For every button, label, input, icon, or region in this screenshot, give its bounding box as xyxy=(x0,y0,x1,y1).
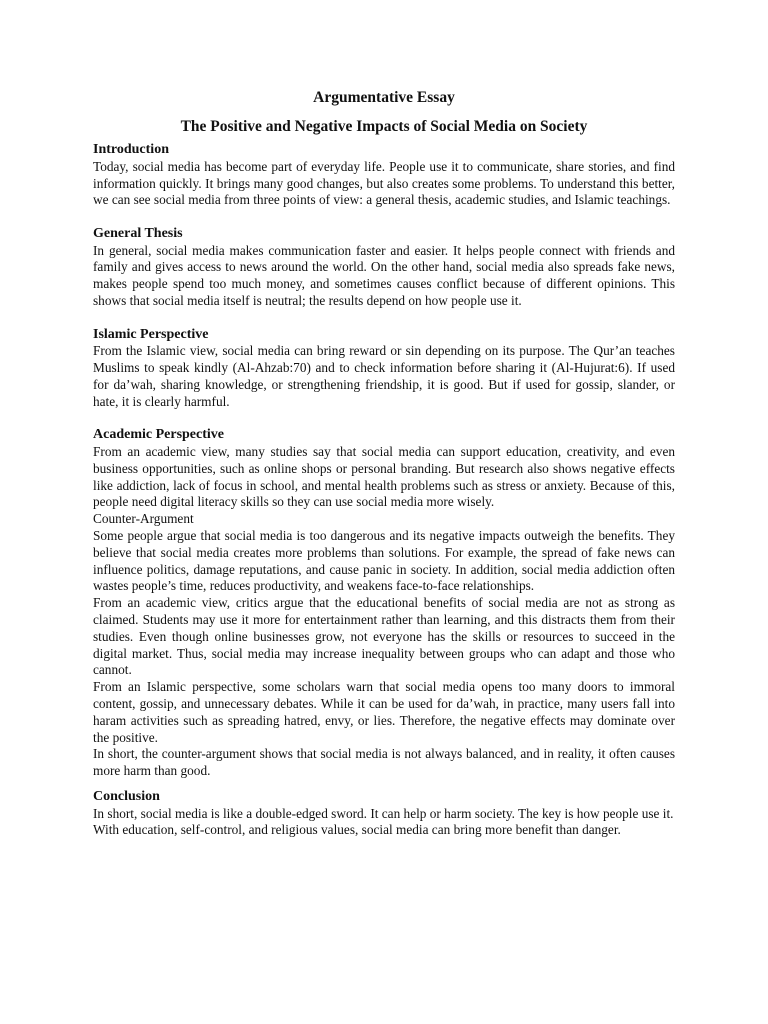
section-spacer xyxy=(93,410,675,427)
conclusion-paragraph: In short, social media is like a double-edged sword. It can help or harm society. The key is how people use it. With education, self-control, and religious values, social media can bring more benefit than danger. xyxy=(93,805,674,838)
counter-argument-paragraph-3: From an Islamic perspective, some scholars warn that social media opens too many doors to immoral content, gossip, and unnecessary debates. While it can be used for da’wah, in practice, many users fall into haram activities such as spreading hatred, envy, or lies. Therefore, the negative effects may dominate over the positive. xyxy=(93,679,675,745)
section-islamic-perspective xyxy=(93,327,675,411)
introduction-paragraph: Today, social media has become part of everyday life. People use it to communicate, share stories, and find information quickly. It brings many good changes, but also creates some problems. To understand this better, we can see social media from three points of view: a general thesis, academic studies, and Islamic teachings. xyxy=(93,158,675,208)
islamic-perspective-heading: Islamic Perspective xyxy=(93,326,209,342)
introduction-heading: Introduction xyxy=(93,142,169,157)
section-spacer xyxy=(93,310,675,327)
section-spacer xyxy=(93,209,675,226)
conclusion-heading: Conclusion xyxy=(93,788,160,804)
section-introduction xyxy=(93,142,675,209)
document-subtitle: The Positive and Negative Impacts of Social Media on Society xyxy=(180,118,588,135)
counter-argument-paragraph-2: From an academic view, critics argue that the educational benefits of social media are not as strong as claimed. Students may use it more for entertainment rather than learning, and this distracts them from their studies. Even though online businesses grow, not everyone has the skills or resources to succeed in the digital market. Thus, social media may increase inequality between groups who can adapt and those who cannot. xyxy=(93,595,675,678)
counter-argument-paragraph-4: In short, the counter-argument shows that social media is not always balanced, and in reality, it often causes more harm than good. xyxy=(93,746,675,779)
section-academic-perspective xyxy=(93,427,675,511)
document-title: Argumentative Essay xyxy=(313,89,455,106)
section-general-thesis xyxy=(93,226,675,310)
section-spacer xyxy=(93,780,675,789)
academic-perspective-paragraph: From an academic view, many studies say that social media can support education, creativity, and even business opportunities, such as online shops or personal branding. But research also shows negative effects like addiction, lack of focus in school, and mental health problems such as stress or anxiety. Because of this, people need digital literacy skills so they can use social media more wisely. xyxy=(93,443,675,510)
section-counter-argument xyxy=(93,511,675,780)
islamic-perspective-paragraph: From the Islamic view, social media can bring reward or sin depending on its purpose. The Qur’an teaches Muslims to speak kindly (Al-Ahzab:70) and to check information before sharing it (Al-Hujurat:6). If used for da’wah, sharing knowledge, or strengthening friendship, it is good. But if used for gossip, slander, or hate, it is clearly harmful. xyxy=(93,343,675,409)
general-thesis-paragraph: In general, social media makes communication faster and easier. It helps people connect with friends and family and gives access to news around the world. On the other hand, social media also spreads fake news, makes people spend too much money, and sometimes causes conflict because of different opinions. This shows that social media itself is neutral; the results depend on how people use it. xyxy=(93,242,675,308)
essay-page xyxy=(93,88,675,839)
counter-argument-heading: Counter-Argument xyxy=(93,511,194,527)
general-thesis-heading: General Thesis xyxy=(93,225,183,241)
counter-argument-paragraph-1: Some people argue that social media is too dangerous and its negative impacts outweigh the benefits. They believe that social media creates more problems than solutions. For example, the spread of fake news can influence politics, damage reputations, and cause panic in society. In addition, social media addiction often wastes people’s time, reduces productivity, and weakens face-to-face relationships. xyxy=(93,527,675,594)
academic-perspective-heading: Academic Perspective xyxy=(93,427,224,443)
section-conclusion xyxy=(93,789,675,839)
